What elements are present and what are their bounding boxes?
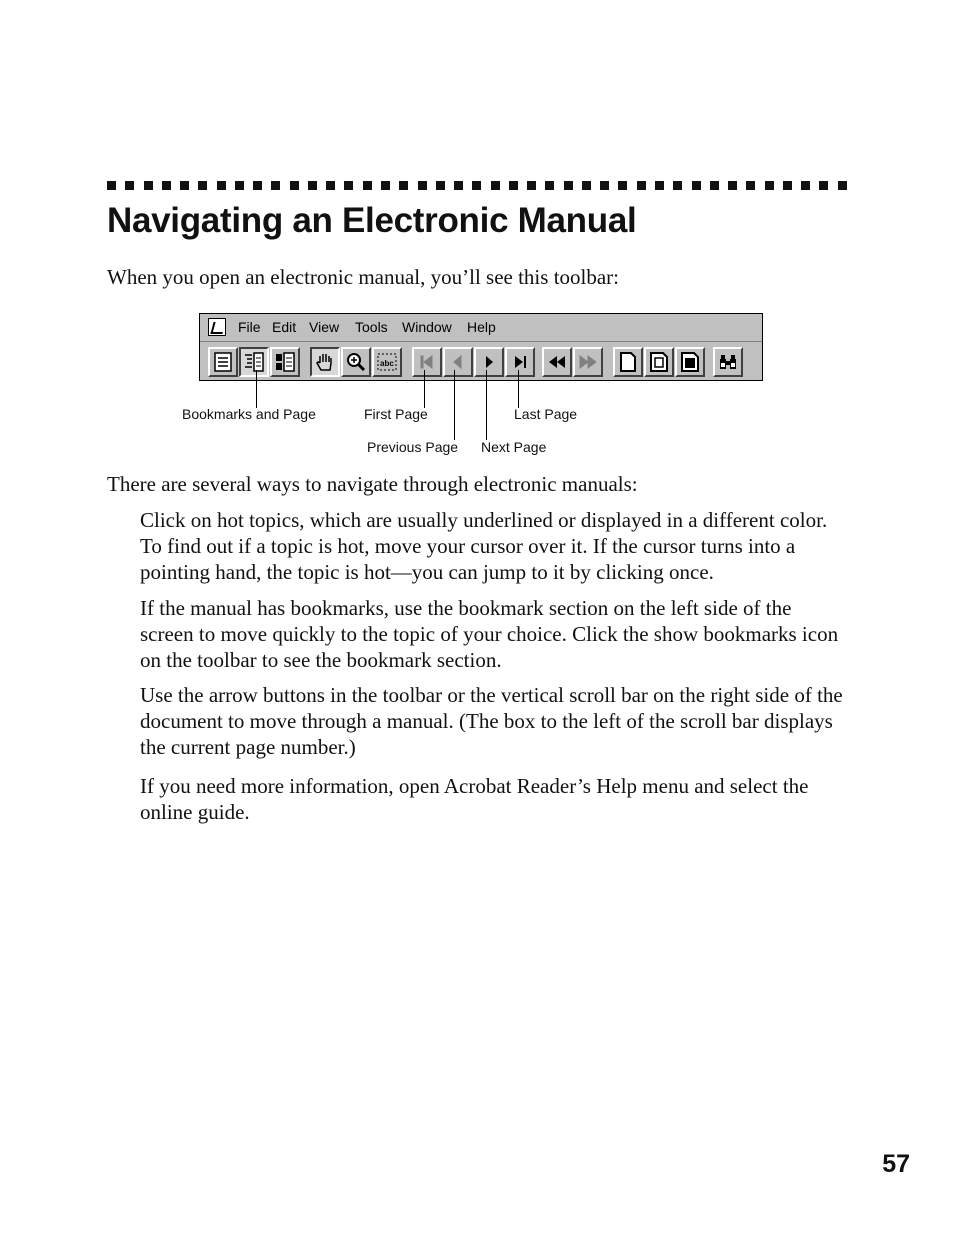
callout-first-page: First Page — [364, 406, 428, 422]
last-page-icon — [509, 351, 531, 373]
next-page-button[interactable] — [474, 347, 504, 377]
callout-previous-page: Previous Page — [367, 439, 459, 455]
svg-text:abc: abc — [380, 359, 394, 368]
menu-help[interactable]: Help — [467, 319, 496, 335]
callout-line-next-page — [486, 370, 487, 440]
previous-page-icon — [447, 351, 469, 373]
page-only-icon — [212, 351, 234, 373]
zoom-tool-button[interactable] — [341, 347, 371, 377]
page-title: Navigating an Electronic Manual — [107, 201, 637, 240]
menu-file[interactable]: File — [238, 319, 261, 335]
callout-line-previous-page — [454, 370, 455, 440]
section-divider — [107, 181, 847, 190]
go-back-button[interactable] — [542, 347, 572, 377]
go-forward-button[interactable] — [573, 347, 603, 377]
menu-bar — [200, 314, 762, 342]
intro-text: When you open an electronic manual, you’ll see this toolbar: — [107, 265, 620, 289]
last-page-button[interactable] — [505, 347, 535, 377]
page-only-button[interactable] — [208, 347, 238, 377]
hand-tool-button[interactable] — [310, 347, 340, 377]
text-select-button[interactable] — [372, 347, 402, 377]
callout-line-bookmarks — [256, 370, 257, 408]
fit-width-icon — [679, 351, 701, 373]
fit-page-button[interactable] — [644, 347, 674, 377]
actual-size-icon — [617, 351, 639, 373]
ways-intro-text: There are several ways to navigate through electronic manuals: — [107, 472, 638, 496]
toolbar-window — [199, 313, 763, 381]
first-page-icon — [416, 351, 438, 373]
bookmarks-and-page-icon — [243, 351, 265, 373]
zoom-tool-icon — [345, 351, 367, 373]
list-item: Use the arrow buttons in the toolbar or the vertical scroll bar on the right side of the document to move through a manual. (The box to the left of the scroll bar displays the current page number.) — [140, 683, 843, 759]
fit-width-button[interactable] — [675, 347, 705, 377]
list-item: If you need more information, open Acrobat Reader’s Help menu and select the online guide. — [140, 774, 809, 824]
menu-edit[interactable]: Edit — [272, 319, 297, 335]
thumbnails-and-page-button[interactable] — [270, 347, 300, 377]
callout-next-page: Next Page — [481, 439, 547, 455]
thumbnails-and-page-icon — [274, 351, 296, 373]
callout-line-first-page — [424, 370, 425, 408]
list-item: Click on hot topics, which are usually underlined or displayed in a different color. To find out if a topic is hot, move your cursor over it. If the cursor turns into a pointing hand, the topic is hot—you can jump to it by clicking once. — [140, 508, 828, 584]
find-button[interactable] — [713, 347, 743, 377]
callout-bookmarks-and-page: Bookmarks and Page — [182, 406, 316, 422]
menu-view[interactable]: View — [309, 319, 340, 335]
fit-page-icon — [648, 351, 670, 373]
text-select-icon — [376, 351, 398, 373]
bookmarks-and-page-button[interactable] — [239, 347, 269, 377]
first-page-button[interactable] — [412, 347, 442, 377]
callout-last-page: Last Page — [514, 406, 578, 422]
go-forward-icon — [577, 351, 599, 373]
callout-line-last-page — [518, 370, 519, 408]
acrobat-icon[interactable] — [208, 318, 226, 336]
previous-page-button[interactable] — [443, 347, 473, 377]
list-item: If the manual has bookmarks, use the bookmark section on the left side of the screen to move quickly to the topic of your choice. Click the show bookmarks icon on the toolbar to see the bookmark section. — [140, 596, 839, 672]
next-page-icon — [478, 351, 500, 373]
find-icon — [717, 351, 739, 373]
page-number: 57 — [882, 1150, 910, 1178]
hand-tool-icon — [314, 351, 336, 373]
go-back-icon — [546, 351, 568, 373]
actual-size-button[interactable] — [613, 347, 643, 377]
menu-tools[interactable]: Tools — [355, 319, 388, 335]
menu-window[interactable]: Window — [402, 319, 452, 335]
